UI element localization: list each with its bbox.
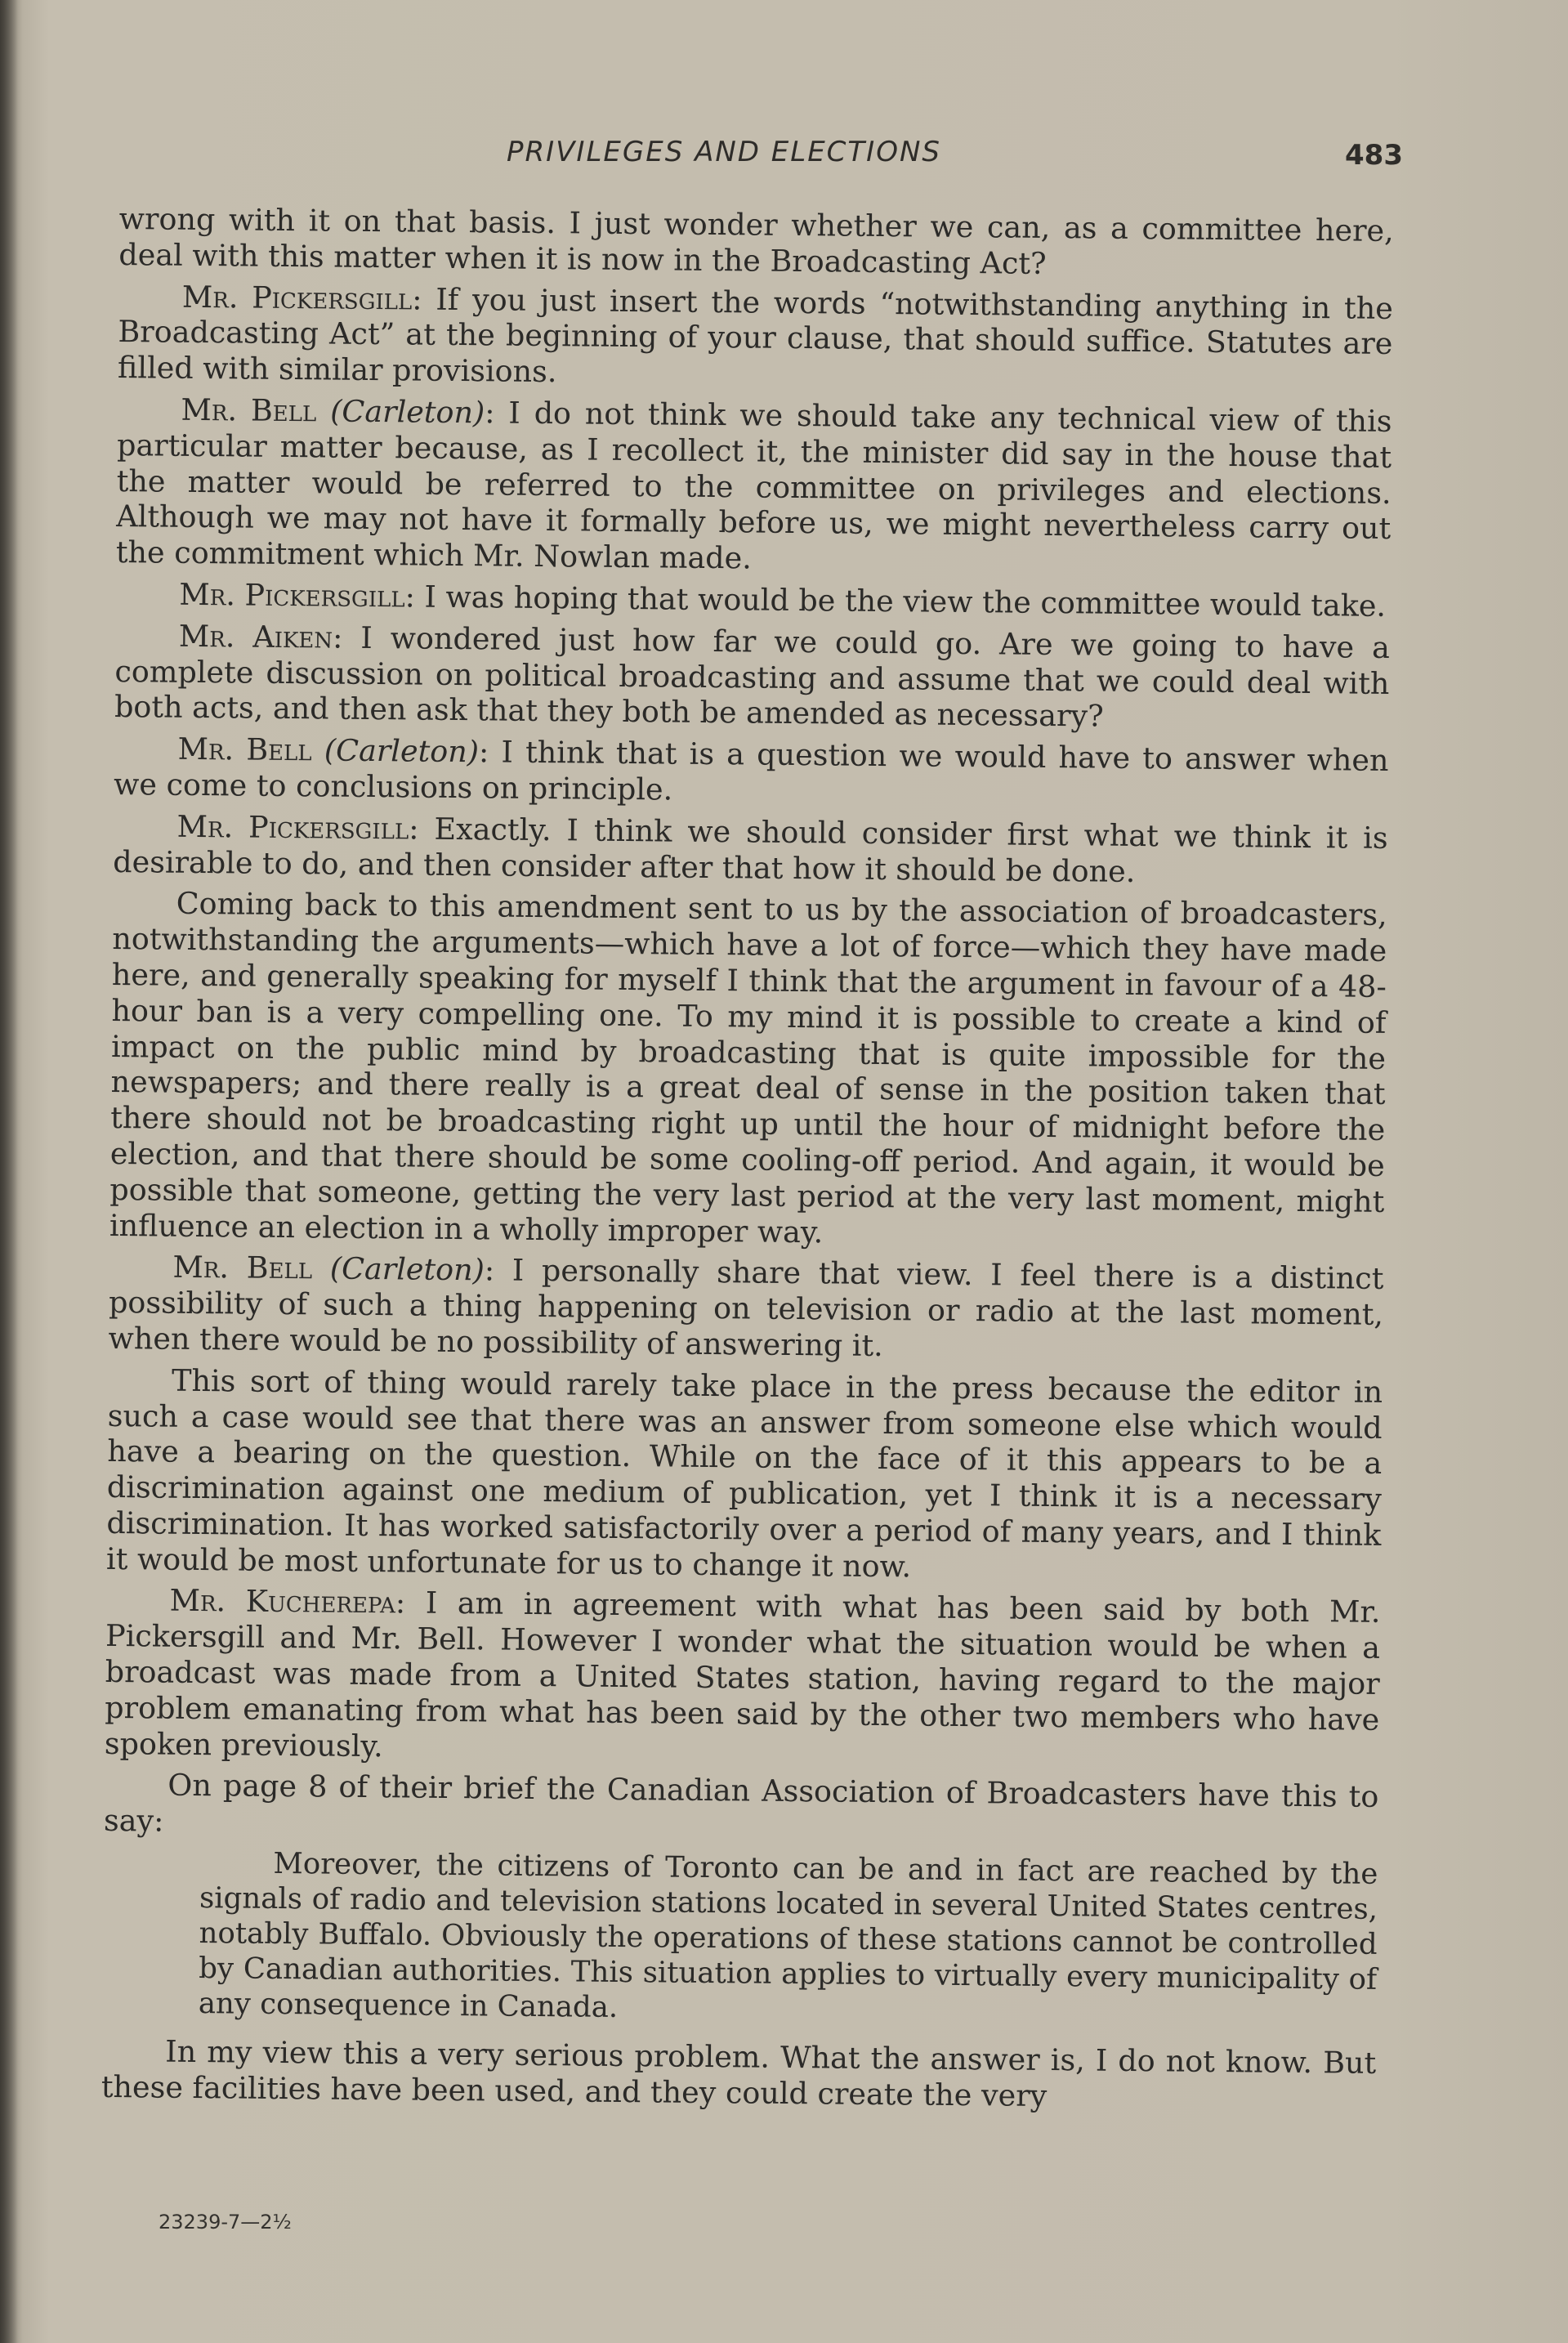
paragraph-text: : I personally share that view. I feel there is a distinct possibility of such a thing happening on television or radio at the last moment, when there would be no possibility of answering it.: [108, 1252, 1384, 1363]
paragraph-text: This sort of thing would rarely take place in the press because the editor in such a case would see that there was an answer from someone else which would have a bearing on the question. While on the face of it this appears to be a discrimination against one medium of publication, yet I think it is a necessary discrimination. It has worked satisfactorily over a period of many years, and I think it would be most unfortunate for us to change it now.: [105, 1362, 1383, 1585]
paragraph: [115, 576, 1390, 624]
print-code: 23239-7—2½: [159, 2211, 292, 2233]
paragraph: [113, 808, 1388, 892]
speaker-name: Mr. Kucherepa:: [169, 1583, 406, 1621]
speaker-name: Mr. Pickersgill:: [176, 808, 419, 847]
paragraph: [118, 201, 1394, 285]
speaker-name: Mr. Bell: [172, 1250, 313, 1286]
paragraph-text: I was hoping that would be the view the committee would take.: [424, 579, 1387, 624]
paragraph: [105, 1582, 1381, 1773]
block-quote: Moreover, the citizens of Toronto can be and in fact are reached by the signals of radio and television stations located in several United States centres, notably Buffalo. Obviously the operations of these stations cannot be controlled by Canadian authorities. This situation applies to virtually every municipality of any consequence in Canada.: [198, 1846, 1378, 2025]
paragraph-text: Exactly. I think we should consider first what we think it is desirable to do, and then consider after that how it should be done.: [113, 811, 1388, 889]
paragraph: [109, 885, 1387, 1255]
paragraph-text: wrong with it on that basis. I just wonder whether we can, as a committee here, deal with this matter when it is now in the Broadcasting Act?: [118, 201, 1394, 281]
paragraph: [106, 1362, 1383, 1590]
paragraph: [114, 618, 1390, 737]
paragraph: [114, 731, 1389, 815]
body-text: [101, 201, 1394, 2123]
paragraph-text: On page 8 of their brief the Canadian Association of Broadcasters have this to say:: [103, 1768, 1379, 1839]
page-number: 483: [1345, 139, 1403, 172]
book-spine-shadow: [0, 0, 18, 2343]
paragraph: [108, 1249, 1383, 1368]
paragraph: [118, 279, 1393, 398]
paragraph: [116, 391, 1392, 583]
speaker-riding: (Carleton): [324, 732, 480, 770]
speaker-name: Mr. Pickersgill:: [181, 279, 422, 317]
speaker-riding: (Carleton): [329, 393, 485, 431]
speaker-name: Mr. Aiken:: [178, 618, 343, 655]
running-head: PRIVILEGES AND ELECTIONS: [507, 136, 941, 168]
speaker-name: Mr. Bell: [177, 731, 312, 768]
paragraph: [104, 1767, 1379, 1851]
paragraph-text: I am in agreement with what has been said by both Mr. Pickersgill and Mr. Bell. However I wonder what the situation would be when a broadcast was made from a United States station, having regard to the major problem emanating from what has been said by the other two members who have spoken previously.: [104, 1585, 1381, 1764]
paragraph-text: Coming back to this amendment sent to us by the association of broadcasters, notwithstanding the arguments—which have a lot of force—which they have made here, and generally speaking for myself I think that the argument in favour of a 48-hour ban is a very compelling one. To my mind it is possible to create a kind of impact on the public mind by broadcasting that is quite impossible for the newspapers; and there really is a great deal of sense in the position taken that there should not be broadcasting right up until the hour of midnight before the election, and that there should be some cooling-off period. And again, it would be possible that someone, getting the very last period at the very last moment, might influence an election in a wholly improper way.: [109, 886, 1387, 1250]
closing-paragraph: In my view this a very serious problem. What the answer is, I do not know. But these facilities have been used, and they could create the very: [101, 2033, 1377, 2113]
speaker-riding: (Carleton): [329, 1250, 485, 1288]
paragraph-text: If you just insert the words “notwithstanding anything in the Broadcasting Act” at the beginning of your clause, that should suffice. Statutes are filled with similar provisions.: [117, 281, 1394, 390]
paragraph-text: I wondered just how far we could go. Are we going to have a complete discussion on political broadcasting and assume that we could deal with both acts, and then ask that they both be amended as necessary?: [114, 619, 1391, 734]
speaker-name: Mr. Bell: [181, 391, 317, 429]
paragraph-text: : I think that is a question we would have to answer when we come to conclusions on principle.: [113, 734, 1389, 807]
speaker-name: Mr. Pickersgill:: [179, 576, 416, 615]
paragraph-text: : I do not think we should take any technical view of this particular matter because, as I recollect it, the minister did say in the house that the matter would be referred to the committee on privileges and elections. Although we may not have it formally before us, we might nevertheless carry out the commitment which Mr. Nowlan made.: [115, 395, 1392, 576]
